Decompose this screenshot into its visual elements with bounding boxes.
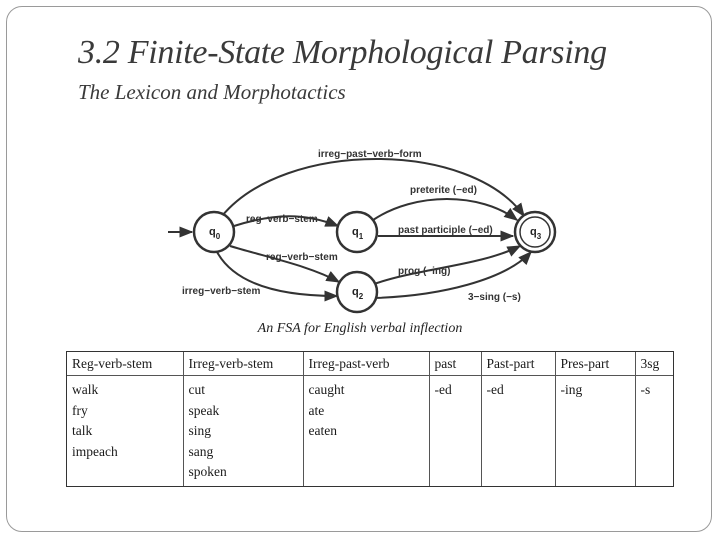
state-q2 [337, 272, 377, 312]
word-entry: impeach [72, 443, 118, 459]
table-row [67, 376, 673, 487]
edge-label: preterite (−ed) [410, 185, 477, 196]
table-cell [481, 376, 555, 487]
word-entry: ate [308, 402, 325, 418]
column-header: Reg-verb-stem [67, 352, 183, 376]
word-entry: spoken [188, 464, 227, 479]
column-header: Irreg-verb-stem [183, 352, 303, 376]
word-entry: sang [188, 443, 214, 459]
suffix-entry: -ed [434, 382, 452, 397]
svg-text:q1: $q_1$ [352, 226, 364, 241]
suffix-entry: -s [640, 382, 651, 397]
column-header: past [429, 352, 481, 376]
state-q1 [337, 212, 377, 252]
slide-title: 3.2 Finite-State Morphological Parsing [78, 34, 607, 71]
transition-edge [373, 199, 517, 220]
table-header-row [67, 352, 673, 376]
column-header: 3sg [635, 352, 673, 376]
word-entry: caught [308, 382, 345, 397]
state-q3-final [515, 212, 555, 252]
edge-label: 3−sing (−s) [468, 292, 521, 303]
edge-label: reg−verb−stem [246, 214, 318, 225]
suffix-entry: -ed [486, 382, 504, 397]
edge-label: past participle (−ed) [398, 225, 493, 236]
word-entry: walk [72, 382, 99, 397]
suffix-entry: -ing [560, 382, 583, 397]
fsa-caption: An FSA for English verbal inflection [257, 321, 463, 336]
word-entry: talk [72, 423, 93, 438]
edge-label: irreg−verb−stem [182, 286, 261, 297]
transition-edge [222, 159, 524, 216]
table-cell [555, 376, 635, 487]
word-entry: cut [188, 382, 205, 397]
word-entry: sing [188, 423, 212, 438]
word-entry: speak [188, 402, 220, 418]
svg-text:q0: $q_0$ [209, 226, 221, 241]
table-cell [303, 376, 429, 487]
word-entry: eaten [308, 423, 337, 438]
table-cell [183, 376, 303, 487]
edge-label: reg−verb−stem [266, 252, 338, 263]
edge-label: prog (−ing) [398, 266, 451, 277]
svg-text:q3: $q_3$ [530, 226, 542, 241]
table-cell [635, 376, 673, 487]
slide-subtitle: The Lexicon and Morphotactics [78, 80, 346, 104]
transition-edge [374, 246, 520, 284]
column-header: Pres-part [555, 352, 635, 376]
column-header: Past-part [481, 352, 555, 376]
table-cell [429, 376, 481, 487]
svg-text:q2: $q_2$ [352, 286, 364, 301]
column-header: Irreg-past-verb [303, 352, 429, 376]
table-cell [67, 376, 183, 487]
word-entry: fry [72, 402, 88, 418]
lexicon-table [66, 351, 674, 487]
edge-label: irreg−past−verb−form [318, 149, 422, 160]
state-q0 [194, 212, 234, 252]
